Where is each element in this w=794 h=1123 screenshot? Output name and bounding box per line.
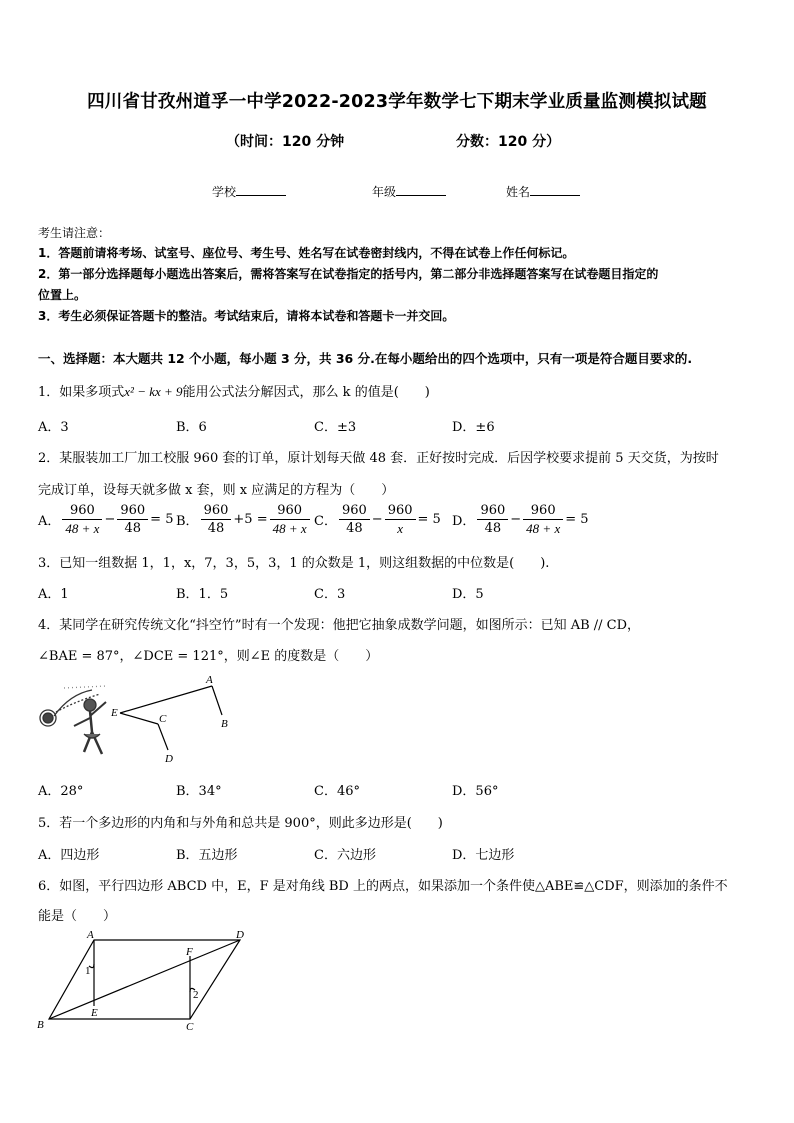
numerator: 960 [62, 502, 102, 520]
q3-option-c: C．3 [314, 587, 346, 602]
equals-five: = 5 [565, 512, 589, 527]
notice-item: 位置上。 [38, 288, 87, 302]
question-1 [38, 381, 430, 400]
q1-option-a: A．3 [38, 420, 69, 435]
question-2-line1: 2．某服装加工厂加工校服 960 套的订单，原计划每天做 48 套．正好按时完成．后因学校要求提前 5 天交货，为按时 [38, 451, 719, 466]
q2-a-label: A． [38, 514, 61, 529]
q1-option-b: B．6 [176, 420, 207, 435]
denominator: 48 [484, 521, 502, 536]
q6-figure [32, 926, 257, 1034]
school-blank [236, 183, 286, 196]
notice-item: 3．考生必须保证答题卡的整洁。考试结束后，请将本试卷和答题卡一并交回。 [38, 309, 455, 323]
segment-ea [120, 686, 212, 713]
numerator: 960 [385, 502, 416, 520]
q4-option-d: D．56° [452, 784, 499, 799]
q1-option-c: C．±3 [314, 420, 357, 435]
label-c: C [159, 713, 167, 725]
section-heading: 一、选择题：本大题共 12 个小题，每小题 3 分，共 36 分.在每小题给出的四个选项中，只有一项是符合题目要求的. [38, 351, 693, 366]
numerator: 960 [523, 502, 563, 520]
label-b: B [221, 718, 228, 730]
label-d: D [236, 929, 244, 941]
q2-option-d [452, 502, 589, 537]
segment-cd [158, 724, 168, 750]
notice-item: 1．答题前请将考场、试室号、座位号、考生号、姓名写在试卷密封线内，不得在试卷上作任何标记。 [38, 246, 575, 260]
numerator: 960 [339, 502, 370, 520]
label-a: A [87, 929, 94, 941]
minus-sign: − [104, 512, 116, 527]
fraction [117, 502, 148, 537]
q3-option-b: B．1．5 [176, 587, 229, 602]
minus-sign: − [510, 512, 522, 527]
label-f: F [186, 946, 193, 958]
q2-c-label: C． [314, 514, 337, 529]
fraction [339, 502, 370, 537]
plus-sign: + [233, 512, 245, 527]
fraction [270, 502, 310, 537]
q3-option-d: D．5 [452, 587, 484, 602]
q2-d-label: D． [452, 514, 476, 529]
q2-option-b [176, 502, 312, 537]
q1-expression: x² − kx + 9 [124, 384, 183, 399]
grade-blank [396, 183, 446, 196]
q4-option-b: B．34° [176, 784, 222, 799]
exam-title: 四川省甘孜州道孚一中学2022-2023学年数学七下期末学业质量监测模拟试题 [87, 92, 707, 112]
diagonal-bd [49, 940, 240, 1019]
label-e: E [111, 707, 118, 719]
diabolo-player-figure [40, 686, 106, 754]
label-b: B [37, 1019, 44, 1031]
equals-five: = 5 [417, 512, 441, 527]
equals-five: = 5 [150, 512, 174, 527]
label-e: E [91, 1007, 98, 1019]
five: 5 = [244, 512, 268, 527]
q5-option-c: C．六边形 [314, 848, 376, 863]
q5-option-d: D．七边形 [452, 848, 515, 863]
question-5: 5．若一个多边形的内角和与外角和总共是 900°，则此多边形是( ) [38, 816, 443, 831]
label-angle-2: 2 [193, 989, 199, 1001]
denominator: 48 [124, 521, 142, 536]
fraction [477, 502, 508, 537]
q3-option-a: A．1 [38, 587, 69, 602]
denominator: 48 + x [526, 521, 561, 536]
denominator: 48 [346, 521, 363, 536]
notice-heading: 考生请注意： [38, 226, 111, 240]
fraction [201, 502, 232, 537]
numerator: 960 [201, 502, 232, 520]
question-4-line2: ∠BAE = 87°，∠DCE = 121°，则∠E 的度数是（ ） [38, 649, 379, 664]
numerator: 960 [117, 502, 148, 520]
name-blank [530, 183, 580, 196]
name-label: 姓名 [506, 185, 531, 199]
label-a: A [206, 674, 213, 686]
q5-option-a: A．四边形 [38, 848, 100, 863]
question-6-line2: 能是（ ） [38, 909, 117, 924]
question-2-line2: 完成订单，设每天就多做 x 套，则 x 应满足的方程为（ ） [38, 483, 395, 498]
label-c: C [186, 1021, 194, 1033]
school-field [212, 183, 286, 200]
numerator: 960 [477, 502, 508, 520]
minus-sign: − [371, 512, 383, 527]
q1-post: 能用公式法分解因式，那么 k 的值是( ) [182, 385, 430, 400]
denominator: 48 + x [272, 521, 307, 536]
q2-b-label: B． [176, 514, 199, 529]
notice-item: 2．第一部分选择题每小题选出答案后，需将答案写在试卷指定的括号内，第二部分非选择题答案写在试卷题目指定的 [38, 267, 659, 281]
denominator: 48 + x [65, 521, 100, 536]
q4-option-a: A．28° [38, 784, 84, 799]
name-field [506, 183, 580, 200]
question-4-line1: 4．某同学在研究传统文化“抖空竹”时有一个发现：他把它抽象成数学问题，如图所示：已知 AB // CD， [38, 618, 641, 633]
segment-ec [120, 713, 158, 724]
segment-ab [212, 686, 222, 715]
fraction [523, 502, 563, 537]
fraction [385, 502, 416, 537]
q4-option-c: C．46° [314, 784, 360, 799]
question-3: 3．已知一组数据 1，1，x，7，3，5，3，1 的众数是 1，则这组数据的中位数是( ). [38, 556, 550, 571]
grade-label: 年级 [372, 185, 397, 199]
grade-field [372, 183, 446, 200]
fraction [62, 502, 102, 537]
q4-figure [34, 672, 249, 772]
denominator: 48 [207, 521, 225, 536]
exam-score: 分数：120 分） [456, 134, 561, 150]
label-angle-1: 1 [85, 965, 91, 977]
exam-time: （时间：120 分钟 [226, 134, 345, 150]
school-label: 学校 [212, 185, 237, 199]
question-6-line1: 6．如图，平行四边形 ABCD 中，E，F 是对角线 BD 上的两点，如果添加一个条件使△ABE≌△CDF，则添加的条件不 [38, 879, 728, 894]
denominator: x [397, 521, 403, 536]
q2-option-a [38, 502, 173, 537]
q1-pre: 1．如果多项式 [38, 385, 125, 400]
label-d: D [165, 753, 173, 765]
q2-option-c [314, 502, 441, 537]
numerator: 960 [270, 502, 310, 520]
q5-option-b: B．五边形 [176, 848, 238, 863]
q1-option-d: D．±6 [452, 420, 495, 435]
